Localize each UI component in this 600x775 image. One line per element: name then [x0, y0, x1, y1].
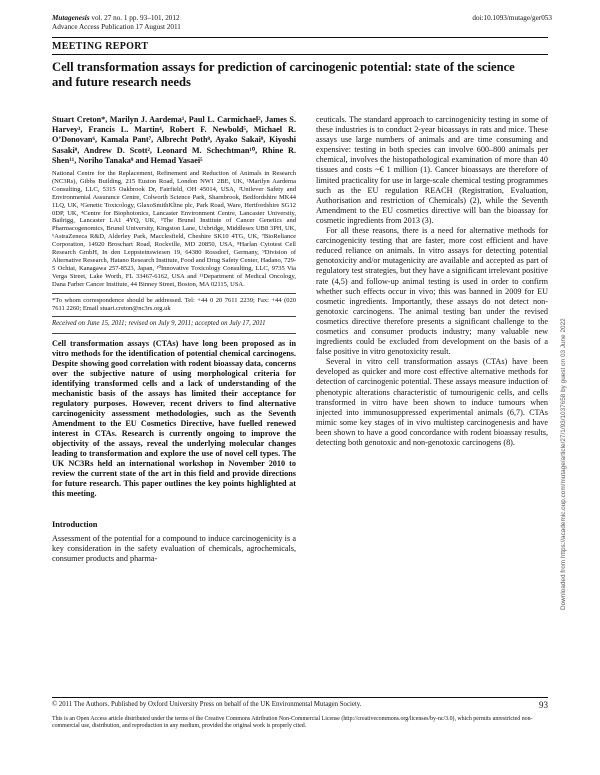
- body-paragraph: For all these reasons, there is a need for alternative methods for carcinogenicity testing that are faster, more cost efficient and have reduced reliance on animals. In vitro assays for detecting potential genotoxicity and/or mutagenicity are available and accepted as part of regulatory test strategies, but they have a significant irrelevant positive rate (4,5) and follow-up animal testing is used in order to confirm whether such effects occur in vivo; this was banned in 2009 for EU cosmetic ingredients. Importantly, these assays do not detect non-genotoxic carcinogens. The animal testing ban under the revised cosmetics directive therefore presents a significant challenge to the cosmetics and consumer products industry; many valuable new ingredients could be excluded from development on the basis of a false positive in vitro genotoxicity result.: [316, 226, 548, 357]
- right-column: [316, 115, 548, 448]
- article-title: Cell transformation assays for prediction of carcinogenic potential: state of the science and future research needs: [52, 60, 515, 89]
- footer-copyright: © 2011 The Authors. Published by Oxford University Press on behalf of the UK Environmental Mutagen Society.: [52, 701, 362, 708]
- running-header: [52, 14, 552, 32]
- introduction-heading: Introduction: [52, 519, 98, 529]
- abstract: Cell transformation assays (CTAs) have long been proposed as in vitro methods for the identification of potential chemical carcinogens. Despite showing good correlation with rodent bioassay data, concerns over the subjective nature of using morphological criteria for identifying transformed cells and a lack of understanding of the mechanistic basis of the assays has limited their acceptance for regulatory purposes. However, recent drivers to find alternative carcinogenicity assessment methodologies, such as the Seventh Amendment to the EU Cosmetics Directive, have fuelled renewed interest in CTAs. Research is currently ongoing to improve the objectivity of the assays, reveal the underlying molecular changes leading to transformation and explore the use of novel cell types. The UK NC3Rs held an international workshop in November 2010 to review the current state of the art in this field and provide directions for future research. This paper outlines the key points highlighted at this meeting.: [52, 338, 296, 498]
- section-label: MEETING REPORT: [52, 41, 149, 52]
- received-dates: Received on June 15, 2011; revised on July 9, 2011; accepted on July 17, 2011: [52, 320, 266, 328]
- introduction-paragraph: Assessment of the potential for a compound to induce carcinogenicity is a key consideration in the safety evaluation of chemicals, agrochemicals, consumer products and pharma-: [52, 533, 296, 563]
- journal-name: Mutagenesis: [52, 14, 90, 22]
- footer-rule: [52, 697, 548, 698]
- left-column: [52, 115, 296, 564]
- download-watermark: Downloaded from https://academic.oup.com/mutage/article/27/1/93/1037658 by guest on 03 June 2022: [560, 318, 567, 610]
- volume-info: vol. 27 no. 1 pp. 93–101, 2012: [89, 14, 180, 22]
- divider: [52, 316, 296, 317]
- advance-access: Advance Access Publication 17 August 2011: [52, 23, 181, 31]
- footer-license: This is an Open Access article distributed under the terms of the Creative Commons Attribution Non-Commercial License (http://creativecommons.org/licenses/by-nc/3.0), which permits unrestricted non-commercial use, distribution, and reproduction in any medium, provided the original work is properly cited.: [52, 716, 533, 730]
- affiliations: National Centre for the Replacement, Refinement and Reduction of Animals in Research (NC3Rs), Gibbs Building, 215 Euston Road, London NW1 2BE, UK, ¹Marilyn Aardema Consulting, LLC, 5315 Oakbrook Dr, Fairfield, OH 45014, USA, ²Unilever Safety and Environmental Assurance Centre, Colworth Science Park, Sharnbrook, Bedfordshire MK44 1LQ, UK, ³Genetic Toxicology, GlaxoSmithKline plc, Park Road, Ware, Hertfordshire SG12 0DP, UK, ⁴Centre for Biophotonics, Lancaster Environment Centre, Lancaster University, Bailrigg, Lancaster LA1 4YQ, UK, ⁵The Brunel Institute of Cancer Genetics and Pharmacogenomics, Brunel University, Kingston Lane, Uxbridge, Middlesex UB8 3PH, UK, ⁶AstraZeneca R&D, Alderley Park, Macclesfield, Cheshire SK10 4TG, UK, ⁷BioReliance Corporation, 14920 Broschart Road, Rockville, MD 20850, USA, ⁸Harlan Cytotest Cell Research GmbH, In den Leppsteinswiesen 19, 64380 Rossdorf, Germany, ⁹Division of Alternative Research, Hatano Research Institute, Food and Drug Safety Center, Hadano, 729-5 Ochiai, Kanagawa 257-8523, Japan, ¹⁰Innovative Toxicology Consulting, LLC, 9735 Via Verga Street, Lake Worth, FL 33467-6162, USA and ¹¹Department of Medical Oncology, Dana Farber Cancer Institute, 44 Binney Street, Boston, MA 02115, USA.: [52, 170, 296, 288]
- body-paragraph: ceuticals. The standard approach to carcinogenicity testing in some of these industries is to conduct 2-year bioassays in rats and mice. These assays use large numbers of animals and are time consuming and expensive: testing in both species can involve 600–800 animals per chemical, involves the histopathological examination of more than 40 tissues and costs ~€ 1 million (1). Cancer bioassays are therefore of limited practicality for use in large-scale chemical testing programmes such as the EU regulation REACH (Registration, Evaluation, Authorisation and restriction of Chemicals) (2), while the Seventh Amendment to the EU cosmetics directive will ban the bioassay for cosmetic ingredients from 2013 (3).: [316, 115, 548, 225]
- body-paragraph: Several in vitro cell transformation assays (CTAs) have been developed as quicker and more cost effective alternative methods for detection of carcinogenic potential. These assays measure induction of phenotypic alterations characteristic of tumourigenic cells, and cells transformed in vitro have been shown to induce tumours when injected into immunosuppressed experimental animals (6,7). CTAs mimic some key stages of in vivo multistep carcinogenesis and have been shown to have a good concordance with rodent bioassay results, detecting both genotoxic and non-genotoxic carcinogens (8).: [316, 357, 548, 447]
- divider: [52, 293, 296, 294]
- section-rule: [52, 54, 548, 55]
- doi: doi:10.1093/mutage/ger053: [472, 14, 552, 22]
- page-number: 93: [539, 700, 548, 710]
- divider: [52, 333, 296, 334]
- header-rule: [52, 37, 548, 38]
- author-list: Stuart Creton*, Marilyn J. Aardema¹, Paul L. Carmichael², James S. Harvey³, Francis L. Martin⁴, Robert F. Newbold⁵, Michael R. O’Donovan⁶, Kamala Pant⁷, Albrecht Poth⁸, Ayako Sakai⁹, Kiyoshi Sasaki⁹, Andrew D. Scott², Leonard M. Schechtman¹⁰, Rhine R. Shen¹¹, Noriho Tanaka⁹ and Hemad Yasaei⁵: [52, 115, 296, 165]
- correspondence: *To whom correspondence should be addressed. Tel: +44 0 20 7611 2239; Fax: +44 (020 7611 2260; Email stuart.creton@nc3rs.org.uk: [52, 296, 296, 312]
